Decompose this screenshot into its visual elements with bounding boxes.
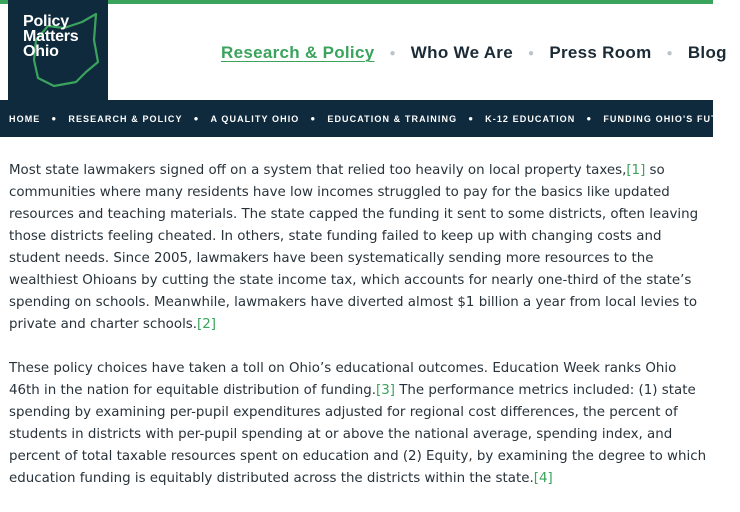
logo-line: Ohio <box>23 43 59 60</box>
article-paragraph <box>9 160 709 336</box>
breadcrumb-education-training[interactable]: EDUCATION & TRAINING <box>327 113 458 124</box>
breadcrumb-separator: ● <box>468 114 475 123</box>
breadcrumb-separator: ● <box>193 114 200 123</box>
nav-who-we-are[interactable]: Who We Are <box>410 43 513 62</box>
paragraph-text: Most state lawmakers signed off on a system that relied too heavily on local property taxes, <box>9 163 627 178</box>
breadcrumb-home[interactable]: HOME <box>9 113 41 124</box>
footnote-link[interactable]: [2] <box>197 317 216 332</box>
policy-matters-ohio-logo[interactable] <box>8 0 108 100</box>
breadcrumb-k12-education[interactable]: K-12 EDUCATION <box>485 113 576 124</box>
main-nav <box>221 42 727 64</box>
nav-separator: ● <box>666 47 673 59</box>
breadcrumb-separator: ● <box>310 114 317 123</box>
footnote-link[interactable]: [3] <box>376 383 395 398</box>
nav-blog[interactable]: Blog <box>687 43 727 62</box>
breadcrumb-quality-ohio[interactable]: A QUALITY OHIO <box>210 113 300 124</box>
footnote-link[interactable]: [4] <box>533 471 553 486</box>
nav-research-policy[interactable]: Research & Policy <box>221 43 375 62</box>
breadcrumb <box>0 100 740 137</box>
nav-press-room[interactable]: Press Room <box>549 43 652 62</box>
paragraph-text: The performance metrics included: (1) state spending by examining per-pupil expenditures adjusted for regional cost differences, the percent of students in districts with per-pupil spending at or above the national average, spending index, and percent of total taxable resources spent on education and (2) Equity, by examining the degree to which education funding is equitably distributed across the districts within the state. <box>9 383 707 486</box>
footnote-link[interactable]: [1] <box>626 163 646 178</box>
paragraph-text: These policy choices have taken a toll on Ohio’s educational outcomes. Education Week ranks Ohio 46th in the nation for equitable distribution of funding. <box>9 361 677 398</box>
logo-wordmark <box>23 14 79 59</box>
paragraph-text: so communities where many residents have low incomes struggled to pay for the basics like updated resources and teaching materials. The state capped the funding it sent to some districts, often leaving those districts feeling cheated. In others, state funding failed to keep up with changing costs and student needs. Since 2005, lawmakers have been systematically sending more resources to the wealthiest Ohioans by cutting the state income tax, which accounts for nearly one-third of the state’s spending on schools. Meanwhile, lawmakers have diverted almost $1 billion a year from local levies to private and charter schools. <box>9 163 699 332</box>
article-body <box>9 160 709 512</box>
breadcrumb-research-policy[interactable]: RESEARCH & POLICY <box>68 113 183 124</box>
nav-separator: ● <box>527 47 535 59</box>
nav-separator: ● <box>389 47 396 59</box>
breadcrumb-separator: ● <box>51 114 58 123</box>
logo-line: Matters <box>23 28 79 45</box>
breadcrumb-funding-ohios-future[interactable]: FUNDING OHIO'S FUTURE <box>603 113 740 124</box>
breadcrumb-separator: ● <box>586 114 593 123</box>
logo-line: Policy <box>23 13 69 30</box>
article-paragraph <box>9 358 709 490</box>
